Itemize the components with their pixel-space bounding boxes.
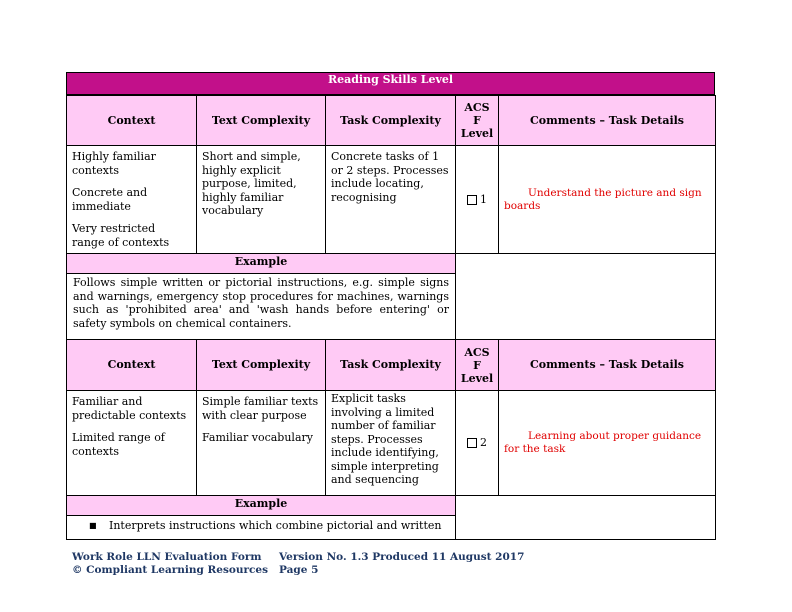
s2-comment: Learning about proper guidance for the task (504, 430, 702, 455)
s1-acsf-checkbox[interactable] (467, 195, 477, 205)
header-task-complexity: Task Complexity (326, 96, 456, 146)
section1-table (66, 95, 716, 341)
header-context: Context (67, 96, 197, 146)
s1-context-cell (67, 146, 197, 254)
s1-comment-cell (499, 146, 716, 254)
s2-comment-cell (499, 391, 716, 496)
footer-version: Version No. 1.3 Produced 11 August 2017 (279, 551, 525, 563)
s2-acsf-level: 2 (480, 436, 487, 450)
header-task-complexity-2: Task Complexity (326, 340, 456, 391)
s2-text-complexity-cell (197, 391, 326, 496)
s1-context-2: Concrete and immediate (72, 186, 148, 213)
s1-example-label: Example (67, 254, 456, 274)
s1-acsf-cell (456, 146, 499, 254)
bullet-icon: ■ (89, 521, 97, 530)
s1-context-3: Very restricted range of contexts (72, 222, 170, 249)
s2-acsf-cell (456, 391, 499, 496)
header-comments-2: Comments – Task Details (499, 340, 716, 391)
s1-acsf-level: 1 (480, 192, 487, 206)
header-context-2: Context (67, 340, 197, 391)
s2-context-2: Limited range of contexts (72, 431, 165, 458)
header-comments: Comments – Task Details (499, 96, 716, 146)
header-text-complexity-2: Text Complexity (197, 340, 326, 391)
s1-task-complexity: Concrete tasks of 1 or 2 steps. Processes include locating, recognising (326, 146, 456, 254)
s2-example-cell (67, 516, 456, 540)
header-acsf-level: ACS F Level (456, 96, 499, 146)
footer-page: Page 5 (279, 564, 319, 576)
s2-context-1: Familiar and predictable contexts (72, 395, 187, 422)
footer-copyright: © Compliant Learning Resources (72, 564, 269, 576)
s2-text-1: Simple familiar texts with clear purpose (202, 395, 319, 422)
s1-example-text: Follows simple written or pictorial instructions, e.g. simple signs and warnings, emergency stop procedures for machines, warnings such as 'prohibited area' and 'wash hands before entering' or safety symbols on chemical containers. (67, 274, 456, 341)
s1-context-1: Highly familiar contexts (72, 150, 156, 177)
reading-skills-title: Reading Skills Level (66, 72, 715, 95)
section2-table (66, 339, 716, 540)
header-acsf-level-2: ACS F Level (456, 340, 499, 391)
header-text-complexity: Text Complexity (197, 96, 326, 146)
s2-task-complexity: Explicit tasks involving a limited number of familiar steps. Processes include identifying, simple interpreting and sequencing (326, 391, 456, 496)
footer-form-name: Work Role LLN Evaluation Form (72, 551, 262, 563)
s1-example-blank (456, 254, 716, 341)
s2-text-2: Familiar vocabulary (202, 431, 313, 444)
s2-acsf-checkbox[interactable] (467, 438, 477, 448)
s2-example-label: Example (67, 496, 456, 516)
s1-text-complexity: Short and simple, highly explicit purpose, limited, highly familiar vocabulary (197, 146, 326, 254)
s2-example-bullet: Interprets instructions which combine pictorial and written (109, 519, 442, 532)
s1-comment: Understand the picture and sign boards (504, 186, 702, 212)
s2-context-cell (67, 391, 197, 496)
s2-example-blank (456, 496, 716, 540)
